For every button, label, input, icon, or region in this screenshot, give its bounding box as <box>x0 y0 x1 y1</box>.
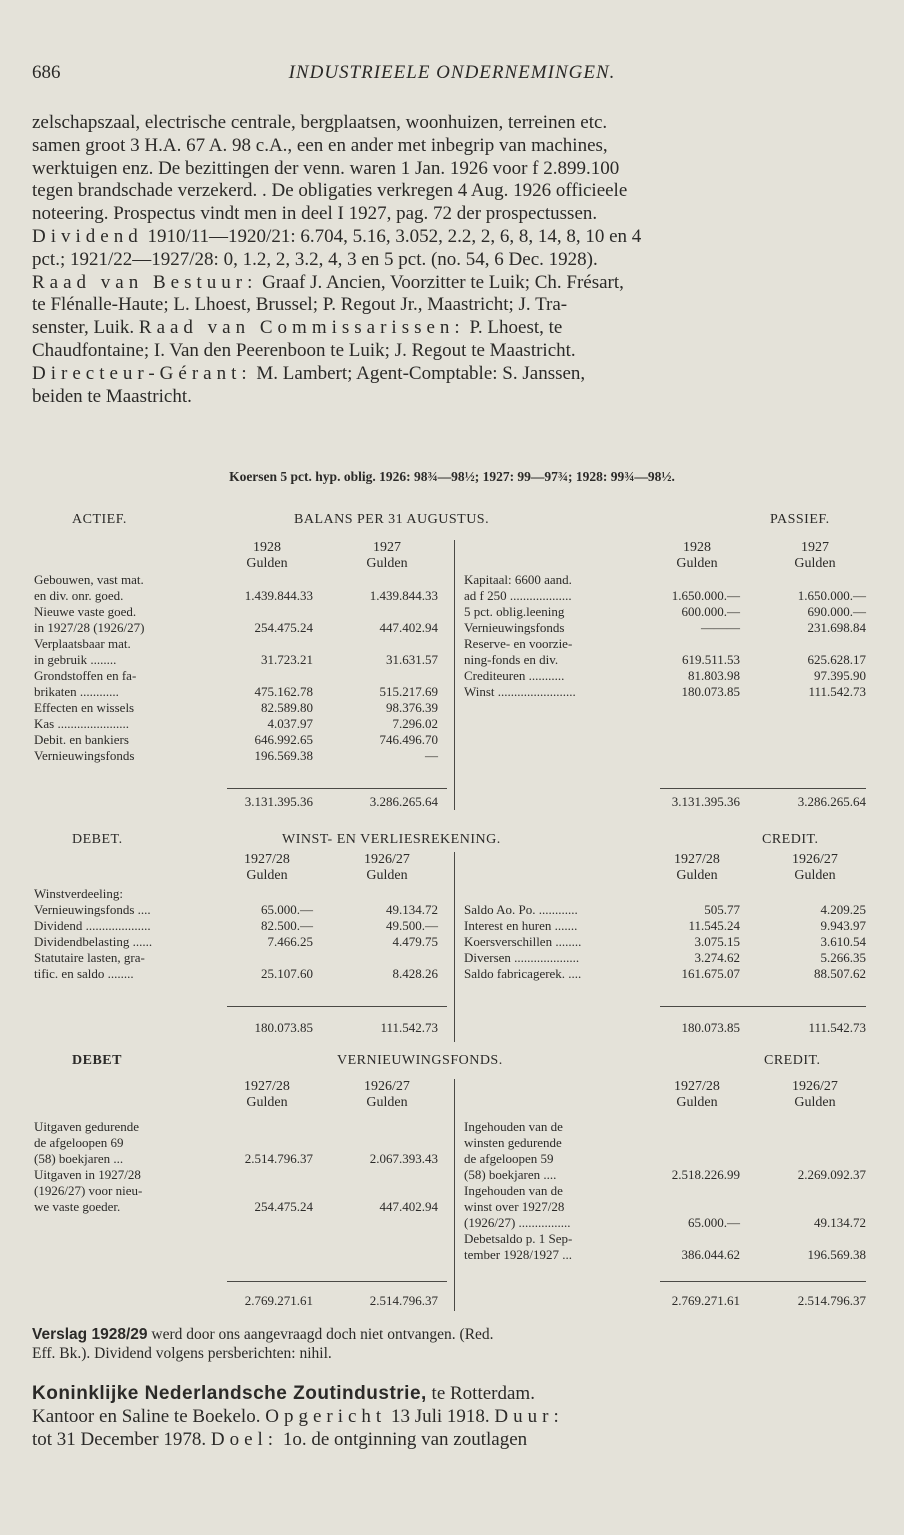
column-header: 1927 Gulden <box>366 540 408 571</box>
total-rule <box>660 1281 866 1282</box>
row-label: Vernieuwingsfonds .... <box>34 902 151 917</box>
table-row <box>32 588 870 604</box>
vernieuwingsfonds-section <box>32 1053 870 1313</box>
table-row <box>32 668 870 684</box>
table-row <box>32 1151 870 1167</box>
row-label: en div. onr. goed. <box>34 588 124 603</box>
text-line: te Flénalle-Haute; L. Lhoest, Brussel; P. Regout Jr., Maastricht; J. Tra- <box>32 294 568 316</box>
row-label: (58) boekjaren ... <box>34 1151 124 1166</box>
row-label: in 1927/28 (1926/27) <box>34 620 145 635</box>
row-value-previous: 1.650.000.— <box>797 588 866 603</box>
row-label: Vernieuwingsfonds <box>464 620 565 635</box>
row-value-previous: 31.631.57 <box>386 652 438 667</box>
row-value-previous: 8.428.26 <box>392 966 438 981</box>
row-value-current: 3.075.15 <box>694 934 740 949</box>
row-value-previous: 98.376.39 <box>386 700 438 715</box>
row-value-current: 254.475.24 <box>254 620 313 635</box>
table-row <box>32 716 870 732</box>
row-label: Grondstoffen en fa- <box>34 668 137 683</box>
row-value-current: 25.107.60 <box>261 966 313 981</box>
row-value-current: ——— <box>701 620 740 635</box>
row-value-previous: 746.496.70 <box>379 732 438 747</box>
zoutindustrie-entry: Koninklijke Nederlandsche Zoutindustrie, te Rotterdam. Kantoor en Saline te Boekelo. Opgericht 13 Juli 1918. Duur: tot 31 December 1978. Doel: 1o. de ontginning van zoutlagen <box>32 1383 564 1450</box>
column-header: 1927/28 Gulden <box>244 1079 290 1110</box>
row-value-current: 619.511.53 <box>681 652 740 667</box>
total-row: 3.131.395.36 3.286.265.64 3.131.395.36 3.286.265.64 <box>244 794 866 809</box>
row-label: (58) boekjaren .... <box>464 1167 557 1182</box>
table-row <box>32 572 870 588</box>
row-value-current: 82.589.80 <box>261 700 313 715</box>
row-label: Reserve- en voorzie- <box>464 636 573 651</box>
table-row <box>32 1247 870 1263</box>
balans-title: BALANS PER 31 AUGUSTUS. <box>294 512 490 527</box>
row-value-previous: 447.402.94 <box>379 1199 438 1214</box>
row-label: Koersverschillen ........ <box>464 934 582 949</box>
winst-title: WINST- EN VERLIESREKENING. <box>282 832 501 847</box>
row-value-previous: 49.134.72 <box>814 1215 866 1230</box>
row-value-current: 2.514.796.37 <box>244 1151 313 1166</box>
row-value-current: 82.500.— <box>261 918 313 933</box>
table-row <box>32 700 870 716</box>
row-label: winsten gedurende <box>464 1135 562 1150</box>
row-value-previous: 447.402.94 <box>379 620 438 635</box>
row-label: Ingehouden van de <box>464 1183 563 1198</box>
row-value-previous: 111.542.73 <box>808 684 866 699</box>
total-rule <box>660 788 866 789</box>
page-header <box>32 62 872 88</box>
row-value-current: 65.000.— <box>688 1215 740 1230</box>
row-label: Diversen .................... <box>464 950 580 965</box>
table-row <box>32 902 870 918</box>
directeur-line: Directeur-Gérant: M. Lambert; Agent-Comptable: S. Janssen, <box>32 362 586 384</box>
row-label: winst over 1927/28 <box>464 1199 565 1214</box>
row-label: brikaten ............ <box>34 684 119 699</box>
raad-line: Raad van Bestuur: Graaf J. Ancien, Voorzitter te Luik; Ch. Frésart, <box>32 271 624 293</box>
running-title: INDUSTRIEELE ONDERNEMINGEN. <box>288 62 616 83</box>
table-row <box>32 934 870 950</box>
column-header: 1926/27 Gulden <box>364 1079 410 1110</box>
row-value-previous: 3.610.54 <box>820 934 866 949</box>
row-value-previous: 97.395.90 <box>814 668 866 683</box>
total-row: 180.073.85 111.542.73 180.073.85 111.542.73 <box>254 1020 866 1035</box>
text-line: Chaudfontaine; I. Van den Peerenboon te Luik; J. Regout te Maastricht. <box>32 339 576 361</box>
row-value-previous: 7.296.02 <box>392 716 438 731</box>
row-label: Effecten en wissels <box>34 700 135 715</box>
row-label: Uitgaven gedurende <box>34 1119 140 1134</box>
credit-title: CREDIT. <box>764 1053 821 1068</box>
row-value-previous: 1.439.844.33 <box>369 588 438 603</box>
row-label: Nieuwe vaste goed. <box>34 604 137 619</box>
row-label: tific. en saldo ........ <box>34 966 134 981</box>
row-label: Debit. en bankiers <box>34 732 129 747</box>
table-row <box>32 732 870 748</box>
row-label: Verplaatsbaar mat. <box>34 636 131 651</box>
row-value-current: 2.518.226.99 <box>671 1167 740 1182</box>
balans-section <box>32 512 870 822</box>
row-label: Winstverdeeling: <box>34 886 124 901</box>
passief-title: PASSIEF. <box>770 512 830 527</box>
row-value-current: 11.545.24 <box>688 918 740 933</box>
table-row <box>32 1135 870 1151</box>
row-value-current: 4.037.97 <box>267 716 313 731</box>
row-value-previous: 625.628.17 <box>807 652 866 667</box>
table-row <box>32 636 870 652</box>
row-label: 5 pct. oblig.leening <box>464 604 565 619</box>
row-value-current: 600.000.— <box>681 604 740 619</box>
row-value-current: 646.992.65 <box>254 732 313 747</box>
row-label: Ingehouden van de <box>464 1119 563 1134</box>
row-label: de afgeloopen 69 <box>34 1135 124 1150</box>
row-label: Vernieuwingsfonds <box>34 748 135 763</box>
table-row <box>32 652 870 668</box>
row-label: Debetsaldo p. 1 Sep- <box>464 1231 573 1246</box>
text-line: Eff. Bk.). Dividend volgens persberichten: nihil. <box>32 1345 332 1362</box>
balans-heading <box>32 512 870 530</box>
row-value-previous: 88.507.62 <box>814 966 866 981</box>
table-row <box>32 1199 870 1215</box>
row-value-current: 3.274.62 <box>694 950 740 965</box>
text-line: beiden te Maastricht. <box>32 385 192 407</box>
table-row <box>32 950 870 966</box>
total-rule <box>227 788 447 789</box>
column-header: 1926/27 Gulden <box>792 852 838 883</box>
row-value-previous: 4.479.75 <box>392 934 438 949</box>
table-row <box>32 1119 870 1135</box>
row-label: Interest en huren ....... <box>464 918 578 933</box>
table-row <box>32 966 870 982</box>
table-row <box>32 1215 870 1231</box>
duur-label: Duur: <box>494 1406 564 1427</box>
table-row <box>32 918 870 934</box>
debet-title: DEBET <box>72 1053 122 1068</box>
row-value-previous: 9.943.97 <box>820 918 866 933</box>
winst-heading <box>32 832 870 850</box>
column-header: 1927/28 Gulden <box>244 852 290 883</box>
row-value-previous: 4.209.25 <box>820 902 866 917</box>
table-row <box>32 1167 870 1183</box>
total-rule <box>227 1006 447 1007</box>
row-label: Saldo Ao. Po. ............ <box>464 902 578 917</box>
table-row <box>32 1231 870 1247</box>
row-value-previous: 49.500.— <box>386 918 438 933</box>
table-row <box>32 748 870 764</box>
row-label: Uitgaven in 1927/28 <box>34 1167 141 1182</box>
row-label: de afgeloopen 59 <box>464 1151 554 1166</box>
column-header: 1926/27 Gulden <box>364 852 410 883</box>
company-description <box>32 112 870 408</box>
row-label: tember 1928/1927 ... <box>464 1247 572 1262</box>
row-label: Dividend .................... <box>34 918 151 933</box>
row-value-previous: 231.698.84 <box>807 620 866 635</box>
row-value-current: 31.723.21 <box>261 652 313 667</box>
koersen-line: Koersen 5 pct. hyp. oblig. 1926: 98¾—98½; 1927: 99—97¾; 1928: 99¾—98½. <box>229 469 675 484</box>
table-row <box>32 604 870 620</box>
column-header: 1927 Gulden <box>794 540 836 571</box>
vernieuwing-heading <box>32 1053 870 1071</box>
column-header: 1927/28 Gulden <box>674 1079 720 1110</box>
row-label: (1926/27) ................ <box>464 1215 571 1230</box>
table-row <box>32 620 870 636</box>
row-value-current: 180.073.85 <box>681 684 740 699</box>
row-value-current: 475.162.78 <box>254 684 313 699</box>
row-value-previous: 49.134.72 <box>386 902 438 917</box>
commissarissen-label: Raad van Commissarissen: <box>138 317 465 339</box>
text-line: tegen brandschade verzekerd. . De obligaties verkregen 4 Aug. 1926 officieele <box>32 180 628 202</box>
winst-section <box>32 832 870 1042</box>
row-value-current: 1.439.844.33 <box>244 588 313 603</box>
row-label: ad f 250 ................... <box>464 588 572 603</box>
row-value-previous: 690.000.— <box>807 604 866 619</box>
column-header: 1928 Gulden <box>676 540 718 571</box>
row-value-current: 196.569.38 <box>254 748 313 763</box>
row-value-previous: 196.569.38 <box>807 1247 866 1262</box>
row-value-previous: 2.067.393.43 <box>369 1151 438 1166</box>
row-label: Winst ........................ <box>464 684 576 699</box>
column-header: 1927/28 Gulden <box>674 852 720 883</box>
row-label: (1926/27) voor nieu- <box>34 1183 143 1198</box>
row-value-current: 161.675.07 <box>681 966 740 981</box>
row-value-previous: 2.269.092.37 <box>797 1167 866 1182</box>
text-line: noteering. Prospectus vindt men in deel I 1927, pag. 72 der prospectussen. <box>32 203 598 225</box>
row-label: ning-fonds en div. <box>464 652 559 667</box>
dividend-label: Dividend <box>32 225 143 247</box>
text-line: werktuigen enz. De bezittingen der venn. waren 1 Jan. 1926 voor f 2.899.100 <box>32 157 620 179</box>
row-label: Saldo fabricagerek. .... <box>464 966 582 981</box>
text-line: zelschapszaal, electrische centrale, bergplaatsen, woonhuizen, terreinen etc. <box>32 112 608 133</box>
row-value-current: 1.650.000.— <box>671 588 740 603</box>
row-value-previous: 5.266.35 <box>820 950 866 965</box>
row-value-current: 7.466.25 <box>267 934 313 949</box>
raad-line: senster, Luik. Raad van Commissarissen: P. Lhoest, te <box>32 317 563 339</box>
verslag-paragraph: Verslag 1928/29 werd door ons aangevraagd doch niet ontvangen. (Red. Eff. Bk.). Dividend volgens persberichten: nihil. <box>32 1325 870 1363</box>
row-label: Kapitaal: 6600 aand. <box>464 572 572 587</box>
credit-title: CREDIT. <box>762 832 819 847</box>
company-name: Koninklijke Nederlandsche Zoutindustrie, <box>32 1383 427 1404</box>
table-row <box>32 886 870 902</box>
row-value-current: 386.044.62 <box>681 1247 740 1262</box>
row-label: Kas ...................... <box>34 716 129 731</box>
doel-label: Doel: <box>210 1429 279 1450</box>
row-value-previous: 515.217.69 <box>379 684 438 699</box>
vernieuwing-title: VERNIEUWINGSFONDS. <box>337 1053 503 1068</box>
row-label: Crediteuren ........... <box>464 668 565 683</box>
dividend-line: Dividend 1910/11—1920/21: 6.704, 5.16, 3.052, 2.2, 2, 6, 8, 14, 8, 10 en 4 <box>32 225 642 247</box>
column-header: 1926/27 Gulden <box>792 1079 838 1110</box>
row-label: Dividendbelasting ...... <box>34 934 153 949</box>
opgericht-label: Opgericht <box>265 1406 387 1427</box>
column-header: 1928 Gulden <box>246 540 288 571</box>
debet-title: DEBET. <box>72 832 123 847</box>
row-label: Gebouwen, vast mat. <box>34 572 144 587</box>
table-row <box>32 684 870 700</box>
row-value-current: 505.77 <box>704 902 740 917</box>
table-row <box>32 1183 870 1199</box>
total-row: 2.769.271.61 2.514.796.37 2.769.271.61 2.514.796.37 <box>244 1293 866 1308</box>
text-line: samen groot 3 H.A. 67 A. 98 c.A., een en ander met inbegrip van machines, <box>32 134 608 156</box>
actief-title: ACTIEF. <box>72 512 127 527</box>
verslag-label: Verslag 1928/29 <box>32 1326 148 1343</box>
row-label: Statutaire lasten, gra- <box>34 950 145 965</box>
total-rule <box>660 1006 866 1007</box>
directeur-label: Directeur-Gérant: <box>32 362 252 384</box>
row-label: we vaste goeder. <box>34 1199 121 1214</box>
row-label: in gebruik ........ <box>34 652 117 667</box>
page-number: 686 <box>32 62 61 83</box>
row-value-current: 254.475.24 <box>254 1199 313 1214</box>
text-line: pct.; 1921/22—1927/28: 0, 1.2, 2, 3.2, 4, 3 en 5 pct. (no. 54, 6 Dec. 1928). <box>32 248 598 270</box>
row-value-previous: — <box>425 748 438 763</box>
row-value-current: 81.803.98 <box>688 668 740 683</box>
row-value-current: 65.000.— <box>261 902 313 917</box>
total-rule <box>227 1281 447 1282</box>
raad-label: Raad van Bestuur: <box>32 271 258 293</box>
